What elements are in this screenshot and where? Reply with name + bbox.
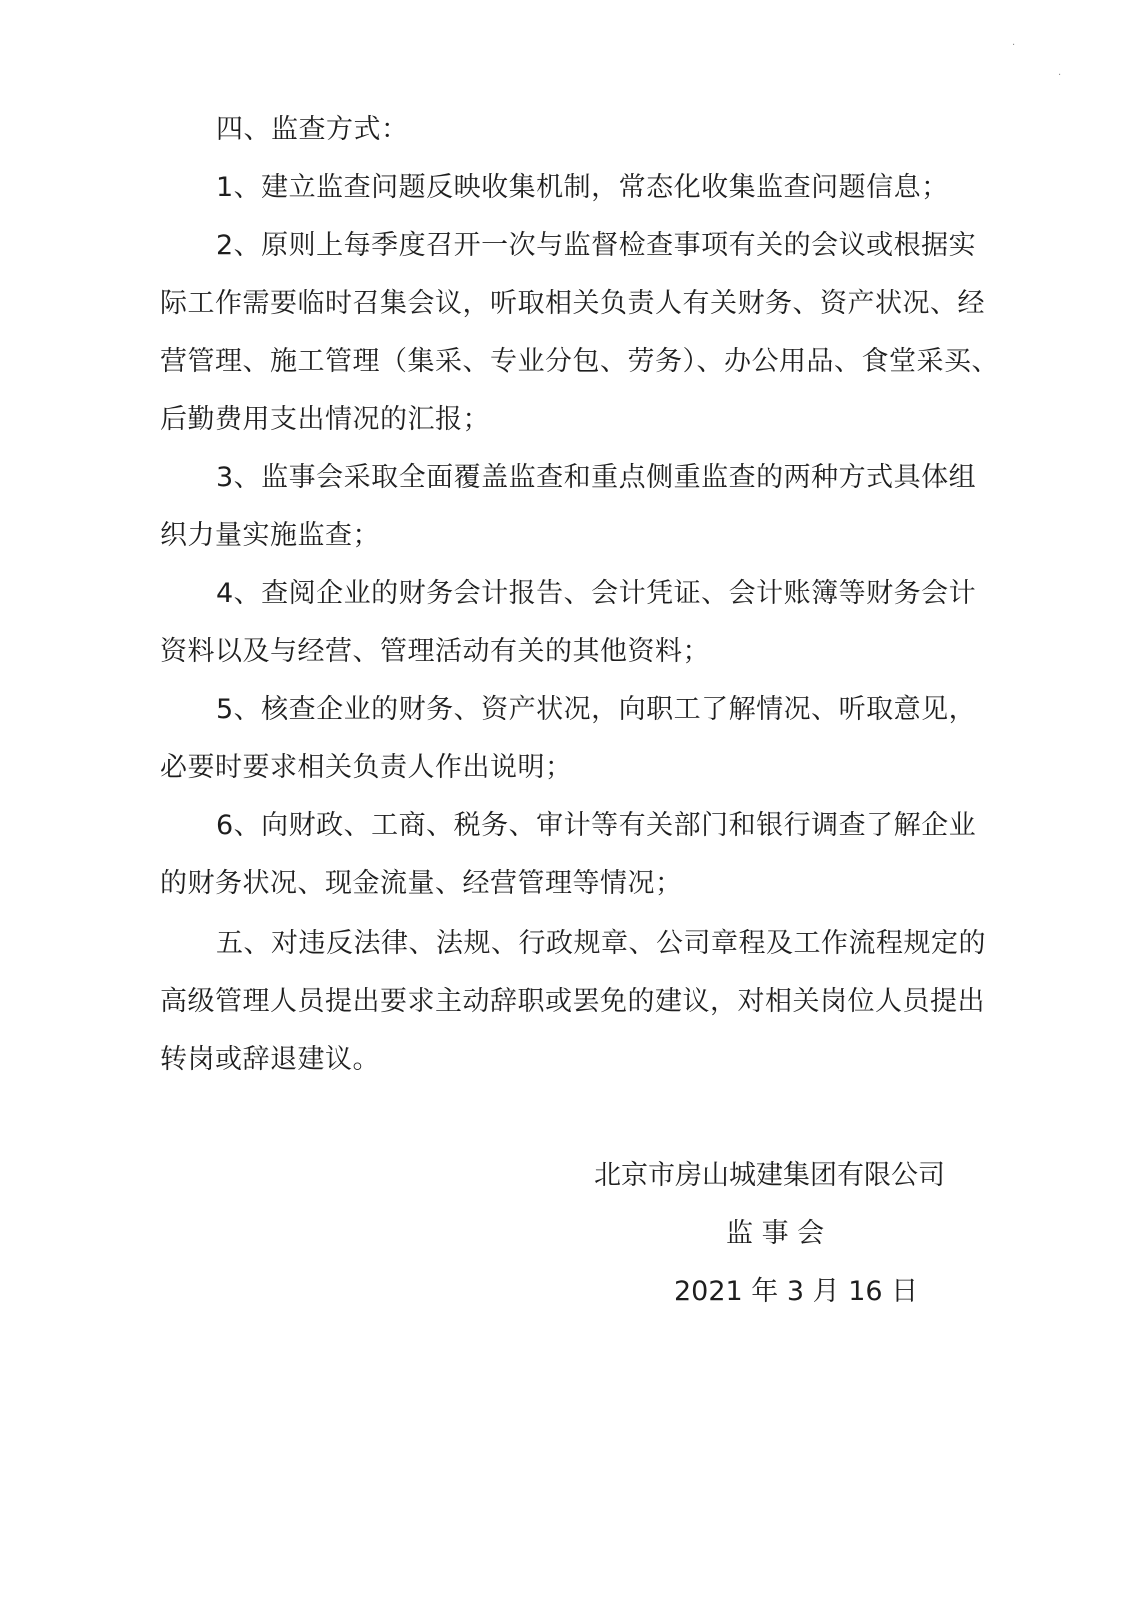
- section-four-heading: 四、监查方式：: [216, 114, 409, 145]
- item-4-line-1: 4、查阅企业的财务会计报告、会计凭证、会计账簿等财务会计: [216, 578, 977, 609]
- section-five-line-2: 高级管理人员提出要求主动辞职或罢免的建议，对相关岗位人员提出: [160, 986, 985, 1017]
- item-2-line-3: 营管理、施工管理（集采、专业分包、劳务）、办公用品、食堂采买、: [160, 346, 999, 377]
- item-2-line-4: 后勤费用支出情况的汇报；: [160, 404, 490, 435]
- section-five-line-1: 五、对违反法律、法规、行政规章、公司章程及工作流程规定的: [216, 928, 986, 959]
- item-6-line-2: 的财务状况、现金流量、经营管理等情况；: [160, 868, 683, 899]
- scan-speck: ·: [1012, 40, 1016, 51]
- item-2-line-1: 2、原则上每季度召开一次与监督检查事项有关的会议或根据实: [216, 230, 977, 261]
- section-five-line-3: 转岗或辞退建议。: [160, 1044, 380, 1075]
- item-3-line-2: 织力量实施监查；: [160, 520, 380, 551]
- signature-board: 监 事 会: [726, 1218, 825, 1249]
- item-3-line-1: 3、监事会采取全面覆盖监查和重点侧重监查的两种方式具体组: [216, 462, 977, 493]
- item-5-line-1: 5、核查企业的财务、资产状况，向职工了解情况、听取意见，: [216, 694, 977, 725]
- item-5-line-2: 必要时要求相关负责人作出说明；: [160, 752, 573, 783]
- item-1: 1、建立监查问题反映收集机制，常态化收集监查问题信息；: [216, 172, 949, 203]
- signature-company: 北京市房山城建集团有限公司: [594, 1160, 945, 1191]
- item-2-line-2: 际工作需要临时召集会议，听取相关负责人有关财务、资产状况、经: [160, 288, 985, 319]
- item-6-line-1: 6、向财政、工商、税务、审计等有关部门和银行调查了解企业: [216, 810, 977, 841]
- signature-date: 2021 年 3 月 16 日: [674, 1276, 919, 1307]
- scan-speck: ·: [1058, 70, 1062, 81]
- item-4-line-2: 资料以及与经营、管理活动有关的其他资料；: [160, 636, 710, 667]
